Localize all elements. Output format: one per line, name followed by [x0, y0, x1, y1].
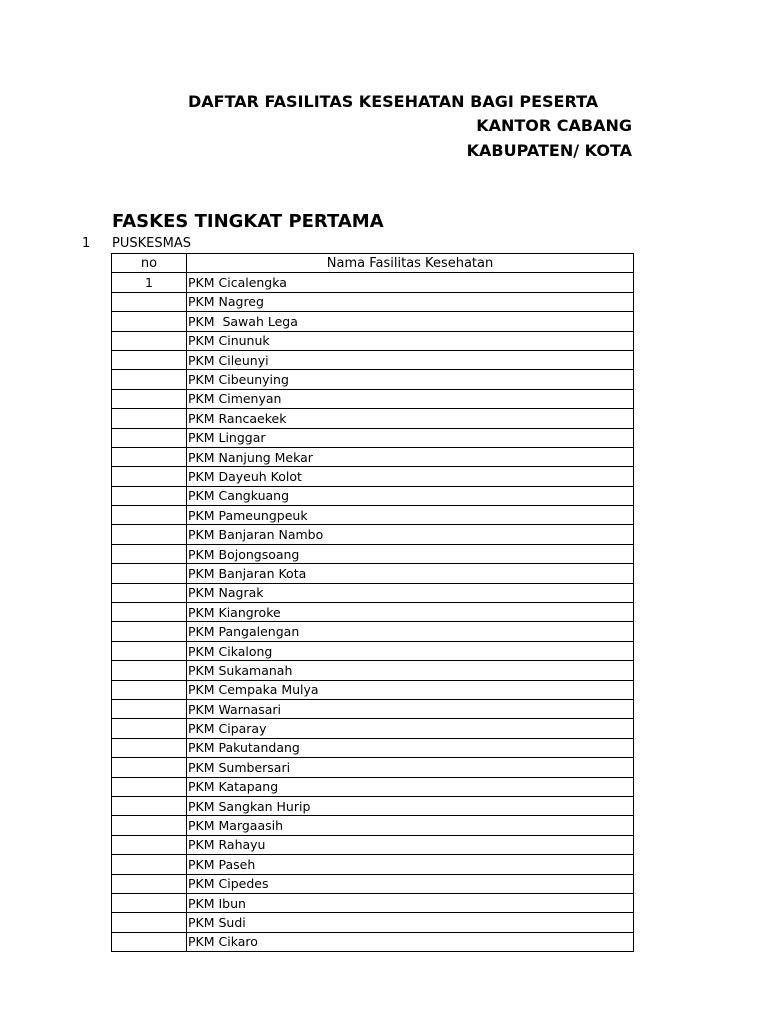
row-number-cell	[112, 331, 187, 350]
section-heading: FASKES TINGKAT PERTAMA	[112, 211, 384, 232]
table-row	[112, 835, 634, 854]
row-number-cell	[112, 350, 187, 369]
table-row	[112, 331, 634, 350]
row-number-cell	[112, 467, 187, 486]
table-row	[112, 913, 634, 932]
facility-name-cell: PKM Paseh	[187, 855, 634, 874]
row-number-cell	[112, 603, 187, 622]
facility-name-cell: PKM Cipedes	[187, 874, 634, 893]
table-row	[112, 893, 634, 912]
row-number-cell	[112, 525, 187, 544]
row-number-cell	[112, 583, 187, 602]
row-number-cell	[112, 680, 187, 699]
facility-name-cell: PKM Banjaran Nambo	[187, 525, 634, 544]
row-number-cell	[112, 816, 187, 835]
column-header-name: Nama Fasilitas Kesehatan	[187, 254, 634, 273]
row-number-cell	[112, 874, 187, 893]
facility-name-cell: PKM Pakutandang	[187, 738, 634, 757]
facility-name-cell: PKM Cinunuk	[187, 331, 634, 350]
facility-name-cell: PKM Rahayu	[187, 835, 634, 854]
facility-name-cell: PKM Nagreg	[187, 292, 634, 311]
facility-name-cell: PKM Cimenyan	[187, 389, 634, 408]
row-number-cell	[112, 486, 187, 505]
table-row	[112, 506, 634, 525]
facility-name-cell: PKM Cangkuang	[187, 486, 634, 505]
table-row	[112, 273, 634, 292]
document-title-line-1: DAFTAR FASILITAS KESEHATAN BAGI PESERTA	[188, 92, 599, 111]
row-number-cell: 1	[112, 273, 187, 292]
row-number-cell	[112, 564, 187, 583]
table-header-row	[112, 254, 634, 273]
row-number-cell	[112, 428, 187, 447]
table-row	[112, 661, 634, 680]
row-number-cell	[112, 835, 187, 854]
table-row	[112, 777, 634, 796]
category-number: 1	[82, 236, 91, 251]
table-row	[112, 680, 634, 699]
facility-name-cell: PKM Pangalengan	[187, 622, 634, 641]
table-row	[112, 738, 634, 757]
table-row	[112, 428, 634, 447]
table-row	[112, 544, 634, 563]
row-number-cell	[112, 409, 187, 428]
row-number-cell	[112, 312, 187, 331]
facility-name-cell: PKM Nanjung Mekar	[187, 447, 634, 466]
facility-name-cell: PKM Banjaran Kota	[187, 564, 634, 583]
table-row	[112, 641, 634, 660]
category-label: PUSKESMAS	[112, 236, 191, 251]
table-row	[112, 583, 634, 602]
facility-name-cell: PKM Cikalong	[187, 641, 634, 660]
facility-name-cell: PKM Dayeuh Kolot	[187, 467, 634, 486]
row-number-cell	[112, 758, 187, 777]
table-row	[112, 564, 634, 583]
document-title-line-2: KANTOR CABANG	[476, 116, 632, 135]
facility-name-cell: PKM Cempaka Mulya	[187, 680, 634, 699]
table-row	[112, 389, 634, 408]
table-row	[112, 525, 634, 544]
table-row	[112, 719, 634, 738]
row-number-cell	[112, 699, 187, 718]
table-row	[112, 467, 634, 486]
table-row	[112, 447, 634, 466]
table-row	[112, 932, 634, 951]
table-row	[112, 622, 634, 641]
table-row	[112, 796, 634, 815]
row-number-cell	[112, 292, 187, 311]
row-number-cell	[112, 389, 187, 408]
row-number-cell	[112, 641, 187, 660]
row-number-cell	[112, 370, 187, 389]
row-number-cell	[112, 777, 187, 796]
table-row	[112, 292, 634, 311]
facility-name-cell: PKM Sawah Lega	[187, 312, 634, 331]
facility-name-cell: PKM Warnasari	[187, 699, 634, 718]
row-number-cell	[112, 661, 187, 680]
row-number-cell	[112, 893, 187, 912]
facility-name-cell: PKM Nagrak	[187, 583, 634, 602]
table-row	[112, 855, 634, 874]
table-row	[112, 370, 634, 389]
table-row	[112, 312, 634, 331]
facility-name-cell: PKM Rancaekek	[187, 409, 634, 428]
row-number-cell	[112, 506, 187, 525]
facility-name-cell: PKM Katapang	[187, 777, 634, 796]
facility-name-cell: PKM Cicalengka	[187, 273, 634, 292]
facility-name-cell: PKM Kiangroke	[187, 603, 634, 622]
facility-name-cell: PKM Ciparay	[187, 719, 634, 738]
row-number-cell	[112, 855, 187, 874]
document-title-line-3: KABUPATEN/ KOTA	[466, 141, 632, 160]
facility-name-cell: PKM Sukamanah	[187, 661, 634, 680]
row-number-cell	[112, 738, 187, 757]
facility-name-cell: PKM Sumbersari	[187, 758, 634, 777]
row-number-cell	[112, 622, 187, 641]
table-row	[112, 350, 634, 369]
table-row	[112, 758, 634, 777]
row-number-cell	[112, 796, 187, 815]
facility-name-cell: PKM Ibun	[187, 893, 634, 912]
facility-table	[111, 253, 634, 952]
row-number-cell	[112, 544, 187, 563]
facility-name-cell: PKM Cileunyi	[187, 350, 634, 369]
row-number-cell	[112, 719, 187, 738]
table-row	[112, 816, 634, 835]
table-row	[112, 409, 634, 428]
facility-name-cell: PKM Cikaro	[187, 932, 634, 951]
table-row	[112, 699, 634, 718]
table-row	[112, 486, 634, 505]
facility-name-cell: PKM Linggar	[187, 428, 634, 447]
table-row	[112, 874, 634, 893]
row-number-cell	[112, 447, 187, 466]
facility-name-cell: PKM Sudi	[187, 913, 634, 932]
facility-name-cell: PKM Pameungpeuk	[187, 506, 634, 525]
table-row	[112, 603, 634, 622]
row-number-cell	[112, 932, 187, 951]
facility-name-cell: PKM Bojongsoang	[187, 544, 634, 563]
facility-name-cell: PKM Sangkan Hurip	[187, 796, 634, 815]
facility-name-cell: PKM Cibeunying	[187, 370, 634, 389]
row-number-cell	[112, 913, 187, 932]
column-header-no: no	[112, 254, 187, 273]
facility-name-cell: PKM Margaasih	[187, 816, 634, 835]
